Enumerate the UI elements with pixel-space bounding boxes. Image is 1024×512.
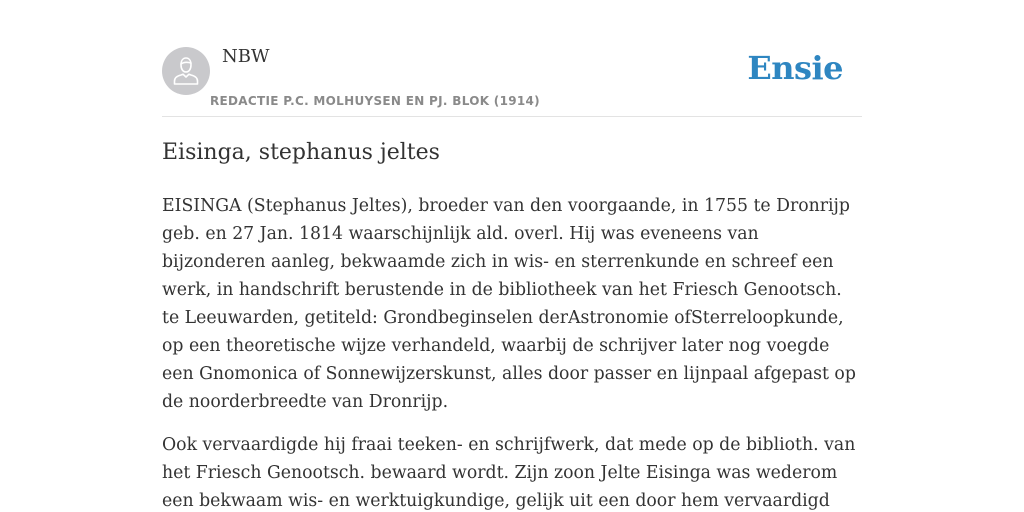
avatar[interactable] bbox=[162, 47, 210, 95]
source-header bbox=[162, 0, 862, 117]
article-body bbox=[162, 192, 862, 512]
article-paragraph: Ook vervaardigde hij fraai teeken- en schrijfwerk, dat mede op de biblioth. van het Friesch Genootsch. bewaard wordt. Zijn zoon Jelte Eisinga was wederom een bekwaam wis- en werktuigkundige, gelijk uit een door hem vervaardigd bbox=[162, 435, 856, 511]
source-subtitle: REDACTIE P.C. MOLHUYSEN EN PJ. BLOK (1914) bbox=[210, 94, 540, 108]
content-column bbox=[162, 0, 862, 511]
source-name[interactable]: NBW bbox=[222, 46, 270, 67]
article-title: Eisinga, stephanus jeltes bbox=[162, 140, 440, 165]
user-silhouette-icon bbox=[162, 47, 210, 95]
ensie-logo[interactable]: Ensie bbox=[747, 49, 843, 87]
article-paragraph: EISINGA (Stephanus Jeltes), broeder van den voorgaande, in 1755 te Dronrijp geb. en 27 Jan. 1814 waarschijnlijk ald. overl. Hij was eveneens van bijzonderen aanleg, bekwaamde zich in wis- en sterrenkunde en schreef een werk, in handschrift berustende in de bibliotheek van het Friesch Genootsch. te Leeuwarden, getiteld: Grondbeginselen derAstronomie ofSterreloopkunde, op een theoretische wijze verhandeld, waarbij de schrijver later nog voegde een Gnomonica of Sonnewijzerskunst, alles door passer en lijnpaal afgepast op de noorderbreedte van Dronrijp. bbox=[162, 196, 856, 412]
